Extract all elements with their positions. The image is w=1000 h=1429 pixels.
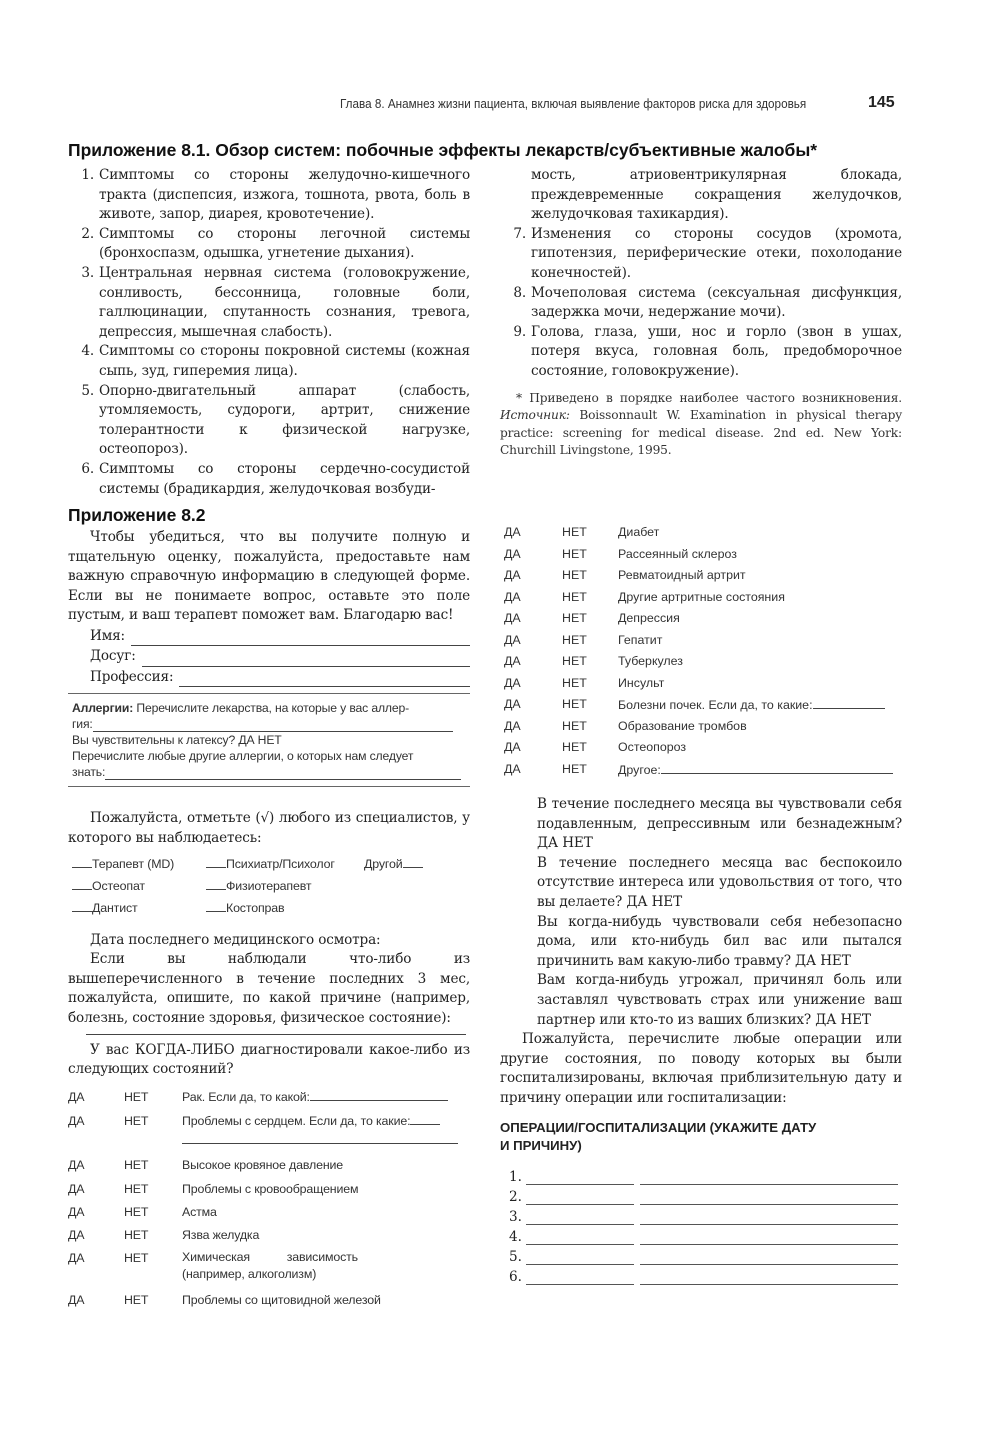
appendix-8-2-left-column [68,528,470,1313]
table-row: ДА НЕТ Рассеянный склероз [504,546,737,561]
allergies-box: Аллергии: Перечислите лекарства, на которые у вас аллер- гия: Вы чувствительны к латексу? ДА НЕТ Перечислите любые другие аллергии, о которых нам следует знать: [68,693,470,787]
table-row: ДА НЕТ Проблемы со щитовидной железой [68,1292,381,1307]
operation-reason-line[interactable] [640,1211,898,1225]
specialist-osteopath[interactable]: Остеопат [72,877,145,897]
allergies-label: Аллергии: [72,701,134,716]
operations-title: ОПЕРАЦИИ/ГОСПИТАЛИЗАЦИИ (УКАЖИТЕ ДАТУ И ПРИЧИНУ) [500,1119,817,1153]
operation-row: 2. [500,1185,902,1205]
table-row: ДА НЕТ Диабет [504,525,660,539]
specialist-psychiatrist[interactable]: Психиатр/Психолог [206,855,335,875]
operation-reason-line[interactable] [640,1191,898,1205]
operation-row: 4. [500,1225,902,1245]
table-row: ДА НЕТ Болезни почек. Если да, то какие: [500,697,900,719]
table-row: ДА НЕТ Высокое кровяное давление [68,1157,344,1172]
operations-prompt: Пожалуйста, перечислите любые операции или другие состояния, по поводу которых вы были госпитализированы, включая приблизительную дату и причину операции или госпитализации: [500,1031,902,1106]
list-item: 3. Центральная нервная система (головокружение, сонливость, бессонница, головные боли, галлюцинации, спутанность сознания, тревога, депрессия, мышечная слабость). [81,264,470,340]
appendix-8-2-title: Приложение 8.2 [68,505,206,525]
operation-date-line[interactable] [526,1171,634,1185]
operation-date-line[interactable] [526,1231,634,1245]
operation-row: 5. [500,1245,902,1265]
specialists-prompt: Пожалуйста, отметьте (√) любого из специалистов, у которого вы наблюдаетесь: [68,810,470,847]
latex-question: Вы чувствительны к латексу? ДА НЕТ [72,733,282,748]
profession-input-line[interactable] [179,673,470,687]
operation-row: 1. [500,1165,902,1185]
profession-field[interactable]: Профессия: [90,667,470,688]
leisure-field[interactable]: Досуг: [90,646,470,667]
conditions-table-left [68,1088,468,1313]
list-item: 1. Симптомы со стороны желудочно-кишечного тракта (диспепсия, изжога, тошнота, рвота, боль в животе, запор, диарея, кровотечение). [81,167,470,223]
operation-row: 6. [500,1265,902,1285]
list-item: 5. Опорно-двигательный аппарат (слабость, утомляемость, судороги, артрит, снижение толерантности к физической нагрузке, остеопороз). [81,382,470,458]
operation-reason-line[interactable] [640,1271,898,1285]
specialist-other[interactable]: Другой [364,855,423,875]
screening-question: В течение последнего месяца вас беспокоило отсутствие интереса или удовольствия от того, что вы делаете? ДА НЕТ [537,854,902,910]
list-item: 7. Изменения со стороны сосудов (хромота, гипотензия, периферические отеки, похолодание конечностей). [513,225,902,281]
table-row: ДА НЕТ Язва желудка [68,1227,260,1242]
operation-date-line[interactable] [526,1271,634,1285]
table-row: ДА НЕТ Инсульт [504,675,665,690]
list-item: 4. Симптомы со стороны покровной системы (кожная сыпь, зуд, гиперемия лица). [81,343,470,379]
list-item: 6. Симптомы со стороны сердечно-сосудистой системы (брадикардия, желудочковая возбуди- [81,460,470,497]
operation-reason-line[interactable] [640,1171,898,1185]
footnote: * Приведено в порядке наиболее частого возникновения. Источник: Boissonnault W. Examination in physical therapy practice: screening for medical disease. 2nd ed. New York: Churchill Livingstone, 1995. [500,390,902,458]
table-row: ДА НЕТ Проблемы с сердцем. Если да, то какие: [68,1112,468,1156]
list-item: 2. Симптомы со стороны легочной системы (бронхоспазм, одышка, угнетение дыхания). [81,225,470,262]
table-row: ДА НЕТ Гепатит [504,632,663,647]
operation-reason-line[interactable] [640,1231,898,1245]
operations-list [500,1165,902,1285]
specialist-therapist[interactable]: Терапевт (MD) [72,855,174,875]
operation-row: 3. [500,1205,902,1225]
screening-questions [500,795,902,1030]
specialist-chiropractor[interactable]: Костоправ [206,899,284,919]
last-exam-prompt: Дата последнего медицинского осмотра: [90,931,381,948]
appendix-8-2-right-column [500,525,902,1285]
table-row: ДА НЕТ Другие артритные состояния [504,589,785,604]
operation-date-line[interactable] [526,1251,634,1265]
name-input-line[interactable] [131,632,470,646]
table-row: ДА НЕТ Астма [68,1204,217,1219]
table-row: ДА НЕТ Рак. Если да, то какой: [68,1088,468,1112]
leisure-input-line[interactable] [142,653,470,667]
other-allergy-line[interactable] [105,767,461,780]
conditions-table-right [500,525,900,783]
screening-question: В течение последнего месяца вы чувствовали себя подавленным, депрессивным или безнадежным? ДА НЕТ [537,796,902,852]
specialists-checklist [68,855,470,921]
list-item: 9. Голова, глаза, уши, нос и горло (звон в ушах, потеря вкуса, головная боль, предобморочное состояние, головокружение). [513,323,902,379]
system-review-list-left [68,166,470,499]
table-row: ДА НЕТ Образование тромбов [504,718,747,733]
running-head: Глава 8. Анамнез жизни пациента, включая выявление факторов риска для здоровья [340,96,807,111]
name-field[interactable]: Имя: [90,626,470,647]
screening-question: Вам когда-нибудь угрожал, причинял боль или заставлял чувствовать страх или унижение ваш партнер или кто-то из ваших близких? ДА НЕТ [537,972,902,1028]
table-row: ДА НЕТ Проблемы с кровообращением [68,1181,359,1196]
list-item: 8. Мочеполовая система (сексуальная дисфункция, задержка мочи, недержание мочи). [513,284,902,321]
specialist-physiotherapist[interactable]: Физиотерапевт [206,877,311,897]
table-row: ДА НЕТ Другое: [500,762,900,784]
appendix-8-1-left-column [68,166,470,499]
operation-date-line[interactable] [526,1211,634,1225]
operation-date-line[interactable] [526,1191,634,1205]
table-row: ДА НЕТ Химическая зависимость (например, алкоголизм) [68,1249,358,1281]
table-row: ДА НЕТ Остеопороз [504,740,687,754]
appendix-8-1-right-column [500,166,902,460]
table-row: ДА НЕТ Туберкулез [504,654,683,668]
ever-prompt: У вас КОГДА-ЛИБО диагностировали какое-либо из следующих состояний? [68,1041,470,1078]
screening-question: Вы когда-нибудь чувствовали себя небезопасно дома, или кто-нибудь бил вас или пытался причинить вам какую-либо травму? ДА НЕТ [537,913,902,969]
page-number: 145 [868,94,895,111]
appendix-8-1-title: Приложение 8.1. Обзор систем: побочные эффекты лекарств/субъективные жалобы* [68,140,818,160]
system-review-list-right [500,225,902,382]
item-6-continuation: мость, атриовентрикулярная блокада, преждевременные сокращения желудочков, желудочковая тахикардия). [531,167,902,223]
table-row: ДА НЕТ Депрессия [504,611,680,625]
specialist-dentist[interactable]: Дантист [72,899,138,919]
meds-allergy-line[interactable] [93,719,453,732]
table-row: ДА НЕТ Ревматоидный артрит [504,568,746,582]
operation-reason-line[interactable] [640,1251,898,1265]
intro-paragraph: Чтобы убедиться, что вы получите полную и тщательную оценку, пожалуйста, предоставьте нам важную справочную информацию в следующей форме. Если вы не понимаете вопрос, оставьте это поле пустым, и ваш терапевт поможет вам. Благодарю вас! [68,529,470,624]
recent-prompt: Если вы наблюдали что-либо из вышеперечисленного в течение последних 3 мес, пожалуйста, опишите, по какой причине (например, болезнь, состояние здоровья, физическое состояние): [68,950,470,1034]
